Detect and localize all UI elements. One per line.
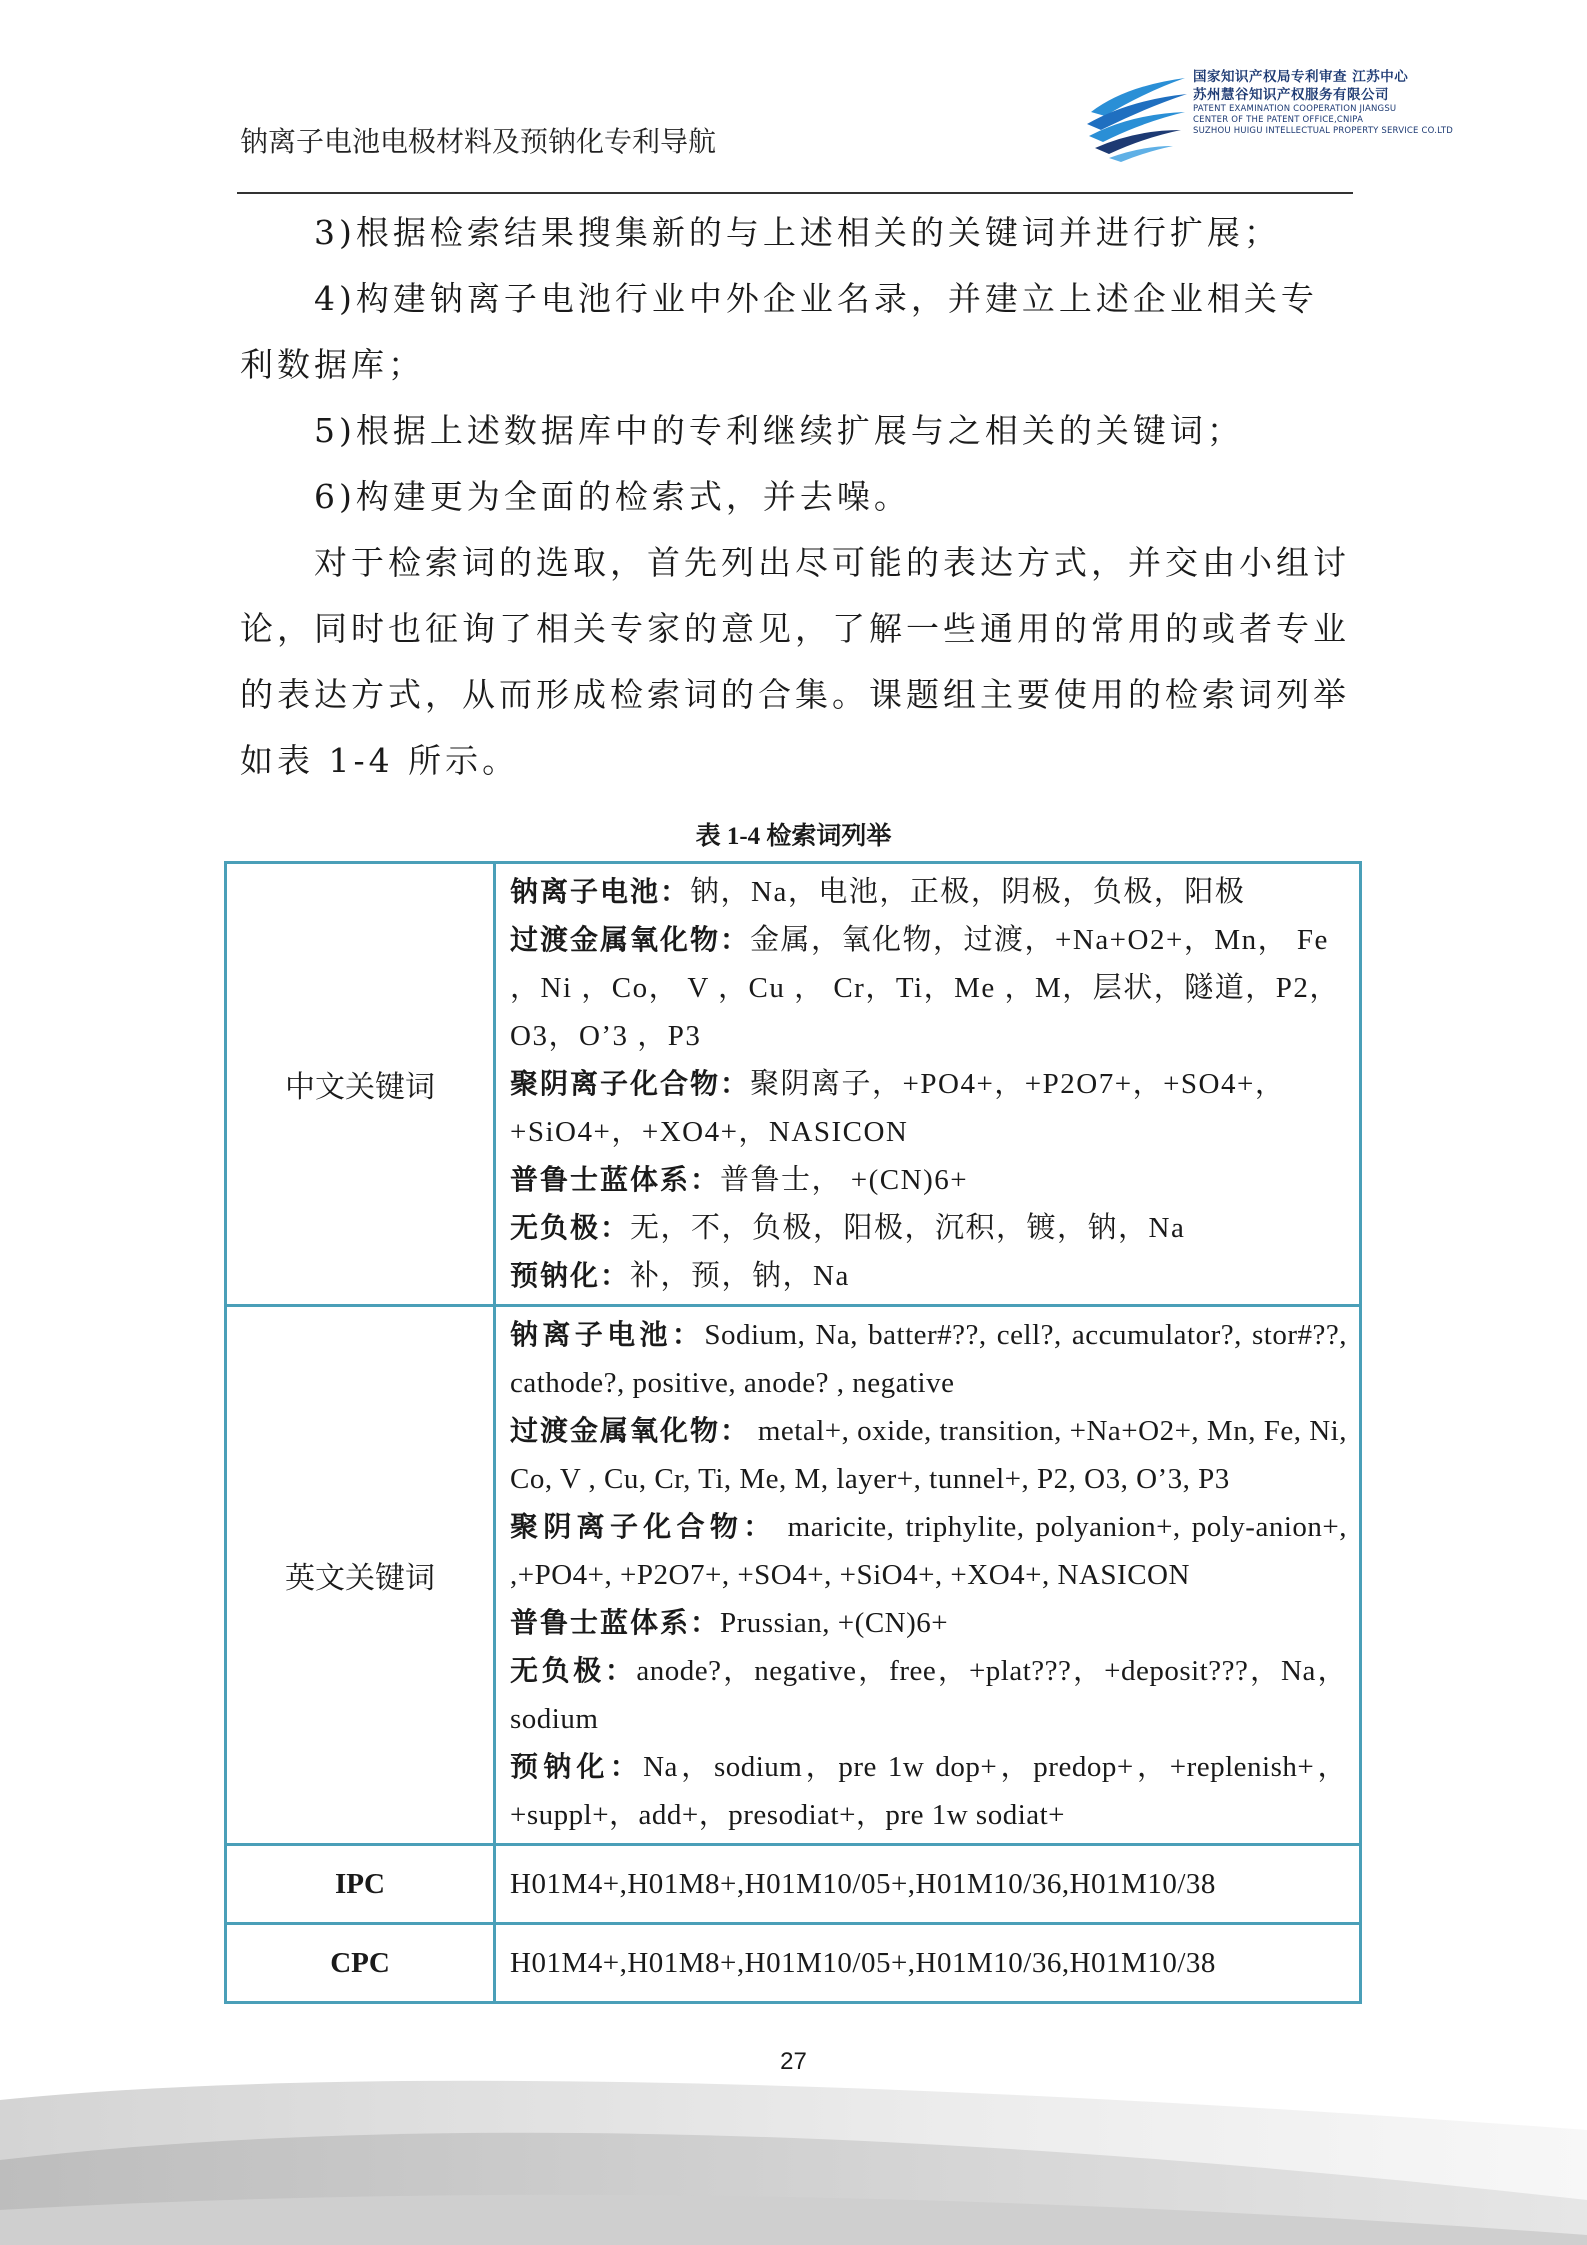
table-row-ipc [226, 1845, 1361, 1924]
table-row-english-keywords [226, 1306, 1361, 1845]
paragraph-keyword-selection: 对于检索词的选取，首先列出尽可能的表达方式，并交由小组讨论，同时也征询了相关专家的意见，了解一些通用的常用的或者专业的表达方式，从而形成检索词的合集。课题组主要使用的检索词列举如表 1-4 所示。 [240, 543, 1350, 780]
english-keywords-cell [495, 1306, 1361, 1845]
keyword-entry: 普鲁士蓝体系：Prussian, +(CN)6+ [510, 1606, 949, 1639]
keyword-table [224, 861, 1362, 2004]
keyword-entry: 预钠化：补，预，钠，Na [510, 1259, 850, 1292]
keyword-entry: 预钠化：Na，sodium，pre 1w dop+，predop+，+replenish+，+suppl+，add+，presodiat+，pre 1w sodiat+ [510, 1750, 1347, 1831]
row-label-english: 英文关键词 [226, 1306, 495, 1845]
cpc-codes-cell: H01M4+,H01M8+,H01M10/05+,H01M10/36,H01M10/38 [495, 1924, 1361, 2003]
keyword-entry: 钠离子电池：钠，Na，电池，正极，阴极，负极，阳极 [510, 875, 1246, 908]
keyword-entry: 过渡金属氧化物： metal+, oxide, transition, +Na+O2+, Mn, Fe, Ni, Co, V , Cu, Cr, Ti, Me, M, layer+, tunnel+, P2, O3, O’3, P3 [510, 1414, 1347, 1495]
paragraph-step-5: 5)根据上述数据库中的专利继续扩展与之相关的关键词； [314, 411, 1244, 450]
keyword-entry: 普鲁士蓝体系：普鲁士， +(CN)6+ [510, 1163, 969, 1196]
paragraph-step-6: 6)构建更为全面的检索式，并去噪。 [314, 477, 911, 516]
running-header-title: 钠离子电池电极材料及预钠化专利导航 [240, 125, 717, 158]
page-number: 27 [780, 2048, 807, 2075]
header-divider [237, 192, 1353, 194]
logo-text-block [1193, 68, 1493, 137]
paragraph-step-3: 3)根据检索结果搜集新的与上述相关的关键词并进行扩展； [314, 213, 1281, 252]
row-label-cpc: CPC [226, 1924, 495, 2003]
keyword-entry: 聚阴离子化合物： maricite, triphylite, polyanion+, poly-anion+, ,+PO4+, +P2O7+, +SO4+, +SiO4+, +XO4+, NASICON [510, 1510, 1347, 1591]
ipc-codes-cell: H01M4+,H01M8+,H01M10/05+,H01M10/36,H01M10/38 [495, 1845, 1361, 1924]
keyword-entry: 无负极：anode?，negative，free，+plat???，+deposit???，Na，sodium [510, 1654, 1347, 1735]
keyword-entry: 聚阴离子化合物：聚阴离子，+PO4+，+P2O7+，+SO4+，+SiO4+，+XO4+，NASICON [510, 1067, 1286, 1148]
table-row-cpc [226, 1924, 1361, 2003]
table-row-chinese-keywords [226, 863, 1361, 1306]
keyword-entry: 钠离子电池：Sodium, Na, batter#??, cell?, accumulator?, stor#??, cathode?, positive, anode? , negative [510, 1318, 1347, 1399]
logo-en-line-1: PATENT EXAMINATION COOPERATION JIANGSU [1193, 104, 1397, 114]
chinese-keywords-cell [495, 863, 1361, 1306]
logo-en-line-3: SUZHOU HUIGU INTELLECTUAL PROPERTY SERVICE CO.LTD [1193, 126, 1454, 136]
paragraph-step-4: 4)构建钠离子电池行业中外企业名录，并建立上述企业相关专利数据库； [240, 279, 1318, 384]
logo-en-line-2: CENTER OF THE PATENT OFFICE,CNIPA [1193, 115, 1364, 125]
keyword-entry: 无负极：无，不，负极，阳极，沉积，镀，钠，Na [510, 1211, 1186, 1244]
table-caption: 表 1-4 检索词列举 [695, 823, 892, 850]
body-text [240, 200, 1350, 794]
keyword-entry: 过渡金属氧化物：金属，氧化物，过渡，+Na+O2+，Mn， Fe ，Ni ，Co， V ，Cu ， Cr，Ti，Me ，M，层状，隧道，P2，O3，O’3 ，P3 [510, 923, 1340, 1052]
wing-logo-icon [1085, 72, 1189, 164]
logo-cn-line-2: 苏州慧谷知识产权服务有限公司 [1193, 87, 1389, 103]
publisher-logo [1085, 68, 1485, 168]
logo-cn-line-1: 国家知识产权局专利审查 江苏中心 [1193, 69, 1409, 85]
row-label-chinese: 中文关键词 [226, 863, 495, 1306]
row-label-ipc: IPC [226, 1845, 495, 1924]
